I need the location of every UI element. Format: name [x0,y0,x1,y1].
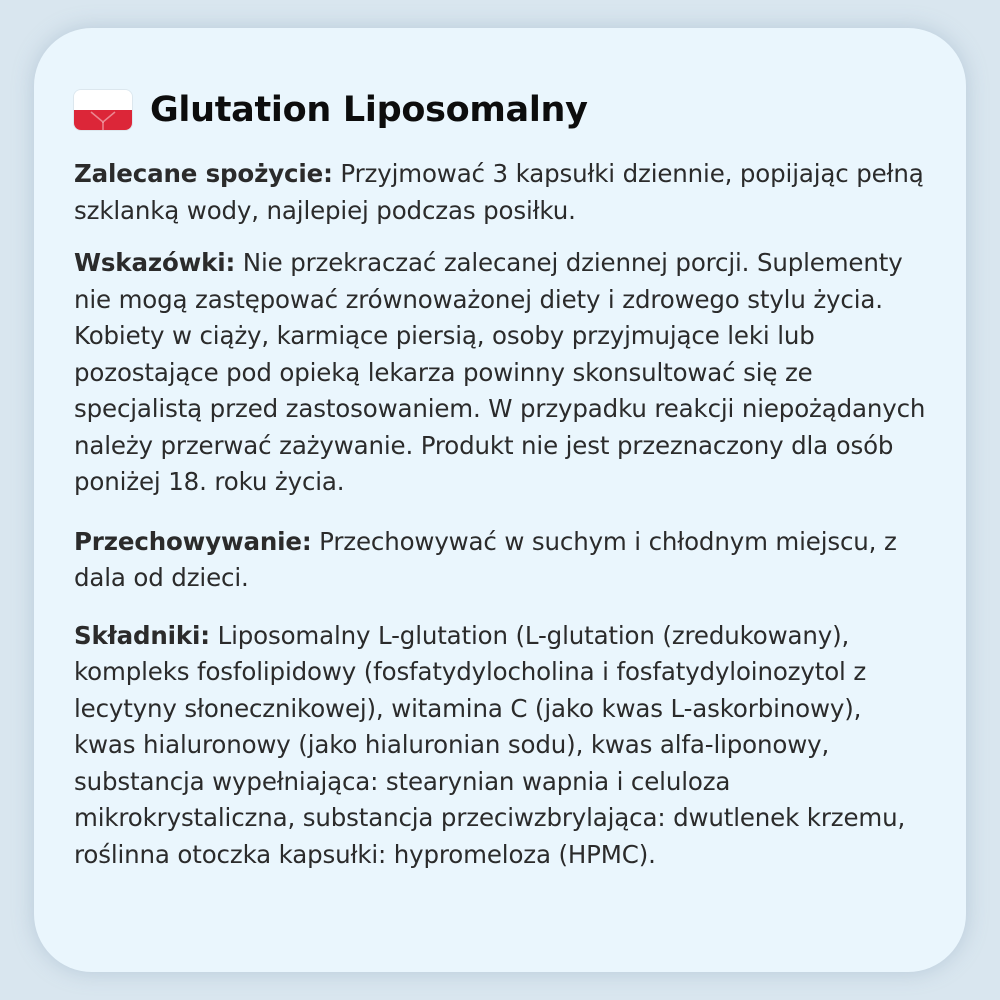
section-storage-text: Przechowywać w suchym i chłodnym miejscu, z dala od dzieci. [74,526,897,592]
title-row [74,80,926,140]
section-warnings [74,245,926,501]
section-storage [74,524,926,597]
section-ingredients [74,618,926,874]
section-dosage [74,156,926,229]
section-dosage-label: Zalecane spożycie: [74,159,333,188]
section-storage-label: Przechowywanie: [74,526,312,556]
section-dosage-text: Przyjmować 3 kapsułki dziennie, popijając pełną szklanką wody, najlepiej podczas posiłku. [74,159,924,225]
product-info-card [34,28,966,972]
section-ingredients-label: Składniki: [74,620,210,650]
page-title: Glutation Liposomalny [150,90,588,130]
poland-flag-icon [74,90,132,130]
section-ingredients-text: Liposomalny L-glutation (L-glutation (zredukowany), kompleks fosfolipidowy (fosfatydylocholina i fosfatydyloinozytol z lecytyny słonecznikowej), witamina C (jako kwas L-askorbinowy), kwas hialuronowy (jako hialuronian sodu), kwas alfa-liponowy, substancja wypełniająca: stearynian wapnia i celuloza mikrokrystaliczna, substancja przeciwzbrylająca: dwutlenek krzemu, roślinna otoczka kapsułki: hypromeloza (HPMC). [74,620,906,869]
section-warnings-text: Nie przekraczać zalecanej dziennej porcji. Suplementy nie mogą zastępować zrównoważonej diety i zdrowego stylu życia. Kobiety w ciąży, karmiące piersią, osoby przyjmujące leki lub pozostające pod opieką lekarza powinny skonsultować się ze specjalistą przed zastosowaniem. W przypadku reakcji niepożądanych należy przerwać zażywanie. Produkt nie jest przeznaczony dla osób poniżej 18. roku życia. [74,248,926,496]
section-warnings-label: Wskazówki: [74,248,236,277]
